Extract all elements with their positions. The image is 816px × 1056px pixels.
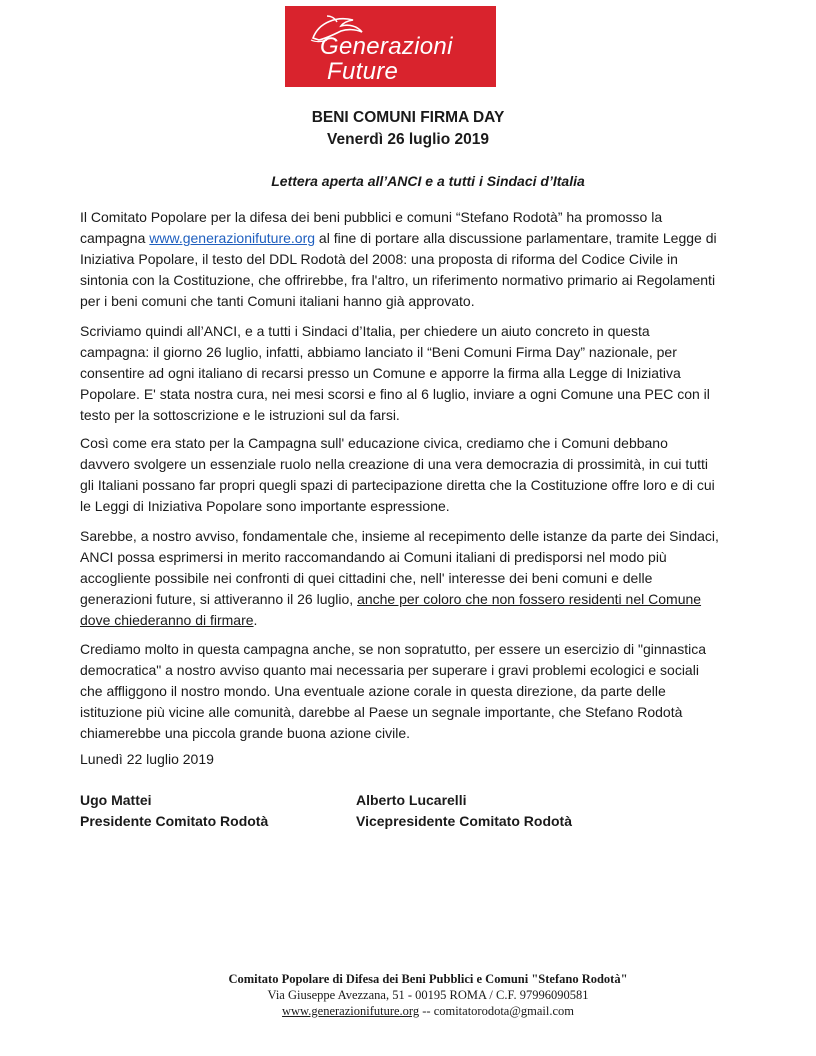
signature-right — [356, 790, 572, 832]
paragraph-4-text-b: . — [253, 612, 258, 628]
generazioni-future-logo — [285, 6, 496, 87]
signature-right-name: Alberto Lucarelli — [356, 792, 467, 808]
paragraph-3-text: Così come era stato per la Campagna sull' educazione civica, crediamo che i Comuni debbano davvero svolgere un essenziale ruolo nella creazione di una vera democrazia di prossimità, in cui tutti gli Italiani possano far propri quegli spazi di partecipazione diretta che la Costituzione offre loro e di cui le Leggi di Iniziativa Popolare sono importante espressione. — [80, 435, 715, 514]
paragraph-2-text: Scriviamo quindi all’ANCI, e a tutti i Sindaci d’Italia, per chiedere un aiuto concreto in questa campagna: il giorno 26 luglio, infatti, abbiamo lanciato il “Beni Comuni Firma Day” nazionale, per consentire ad ogni italiano di recarsi presso un Comune e apporre la firma alla Legge di Iniziativa Popolare. E' stata nostra cura, nei mesi scorsi e fino al 6 luglio, inviare a ogni Comune una PEC con il testo per la sottoscrizione e le istruzioni sul da farsi. — [80, 323, 710, 423]
document-date: Venerdì 26 luglio 2019 — [327, 131, 489, 148]
footer-organization: Comitato Popolare di Difesa dei Beni Pubblici e Comuni "Stefano Rodotà" — [228, 972, 628, 986]
paragraph-4 — [80, 526, 720, 631]
signature-right-role: Vicepresidente Comitato Rodotà — [356, 813, 573, 829]
paragraph-5 — [80, 639, 720, 744]
footer-website-link[interactable]: www.generazionifuture.org — [282, 1004, 420, 1018]
signature-left-role: Presidente Comitato Rodotà — [80, 813, 269, 829]
document-subtitle: Lettera aperta all’ANCI e a tutti i Sindaci d’Italia — [271, 173, 585, 189]
paragraph-4-text-a: Sarebbe, a nostro avviso, fondamentale che, insieme al recepimento delle istanze da parte dei Sindaci, ANCI possa esprimersi in merito raccomandando ai Comuni italiani di predisporsi nel modo più accogliente possibile nei confronti di quei cittadini che, nell' interesse dei beni comuni e delle generazioni future, si attiveranno il 26 luglio, — [80, 528, 719, 607]
paragraph-5-text: Crediamo molto in questa campagna anche, se non sopratutto, per essere un esercizio di "ginnastica democratica" a nostro avviso quanto mai necessaria per superare i gravi problemi ecologici e sociali che affliggono il nostro mondo. Una eventuale azione corale in questa direzione, da parte delle istituzione più vicine alle comunità, darebbe al Paese un segnale importante, che Stefano Rodotà chiamerebbe una piccola grande buona azione civile. — [80, 641, 706, 741]
footer-email[interactable]: comitatorodota@gmail.com — [433, 1004, 574, 1018]
paragraph-1-text-b: al fine di portare alla discussione parlamentare, tramite Legge di Iniziativa Popolare, il testo del DDL Rodotà del 2008: una proposta di riforma del Codice Civile in sintonia con la Costituzione, che offrirebbe, fra l'altro, un riferimento normativo primario ai Regolamenti per i beni comuni che tanti Comuni italiani hanno già approvato. — [80, 230, 717, 309]
paragraph-4-underlined-text: anche per coloro che non fossero residenti nel Comune dove chiederanno di firmare — [80, 591, 702, 628]
footer-address: Via Giuseppe Avezzana, 51 - 00195 ROMA / C.F. 97996090581 — [267, 988, 589, 1002]
logo-text-line1: Generazioni — [320, 33, 453, 60]
document-title: BENI COMUNI FIRMA DAY — [311, 109, 505, 126]
paragraph-3 — [80, 433, 720, 517]
letter-date: Lunedì 22 luglio 2019 — [80, 751, 214, 767]
paragraph-2 — [80, 321, 720, 426]
paragraph-1-text-a: Il Comitato Popolare per la difesa dei beni pubblici e comuni “Stefano Rodotà” ha promosso la campagna — [80, 209, 663, 246]
footer-separator: -- — [419, 1004, 434, 1018]
campaign-website-link[interactable]: www.generazionifuture.org — [149, 230, 316, 246]
paragraph-1 — [80, 207, 720, 312]
signature-left — [80, 790, 268, 832]
signature-left-name: Ugo Mattei — [80, 792, 152, 808]
footer-contacts — [0, 1004, 816, 1019]
logo-text-line2: Future — [327, 58, 399, 85]
